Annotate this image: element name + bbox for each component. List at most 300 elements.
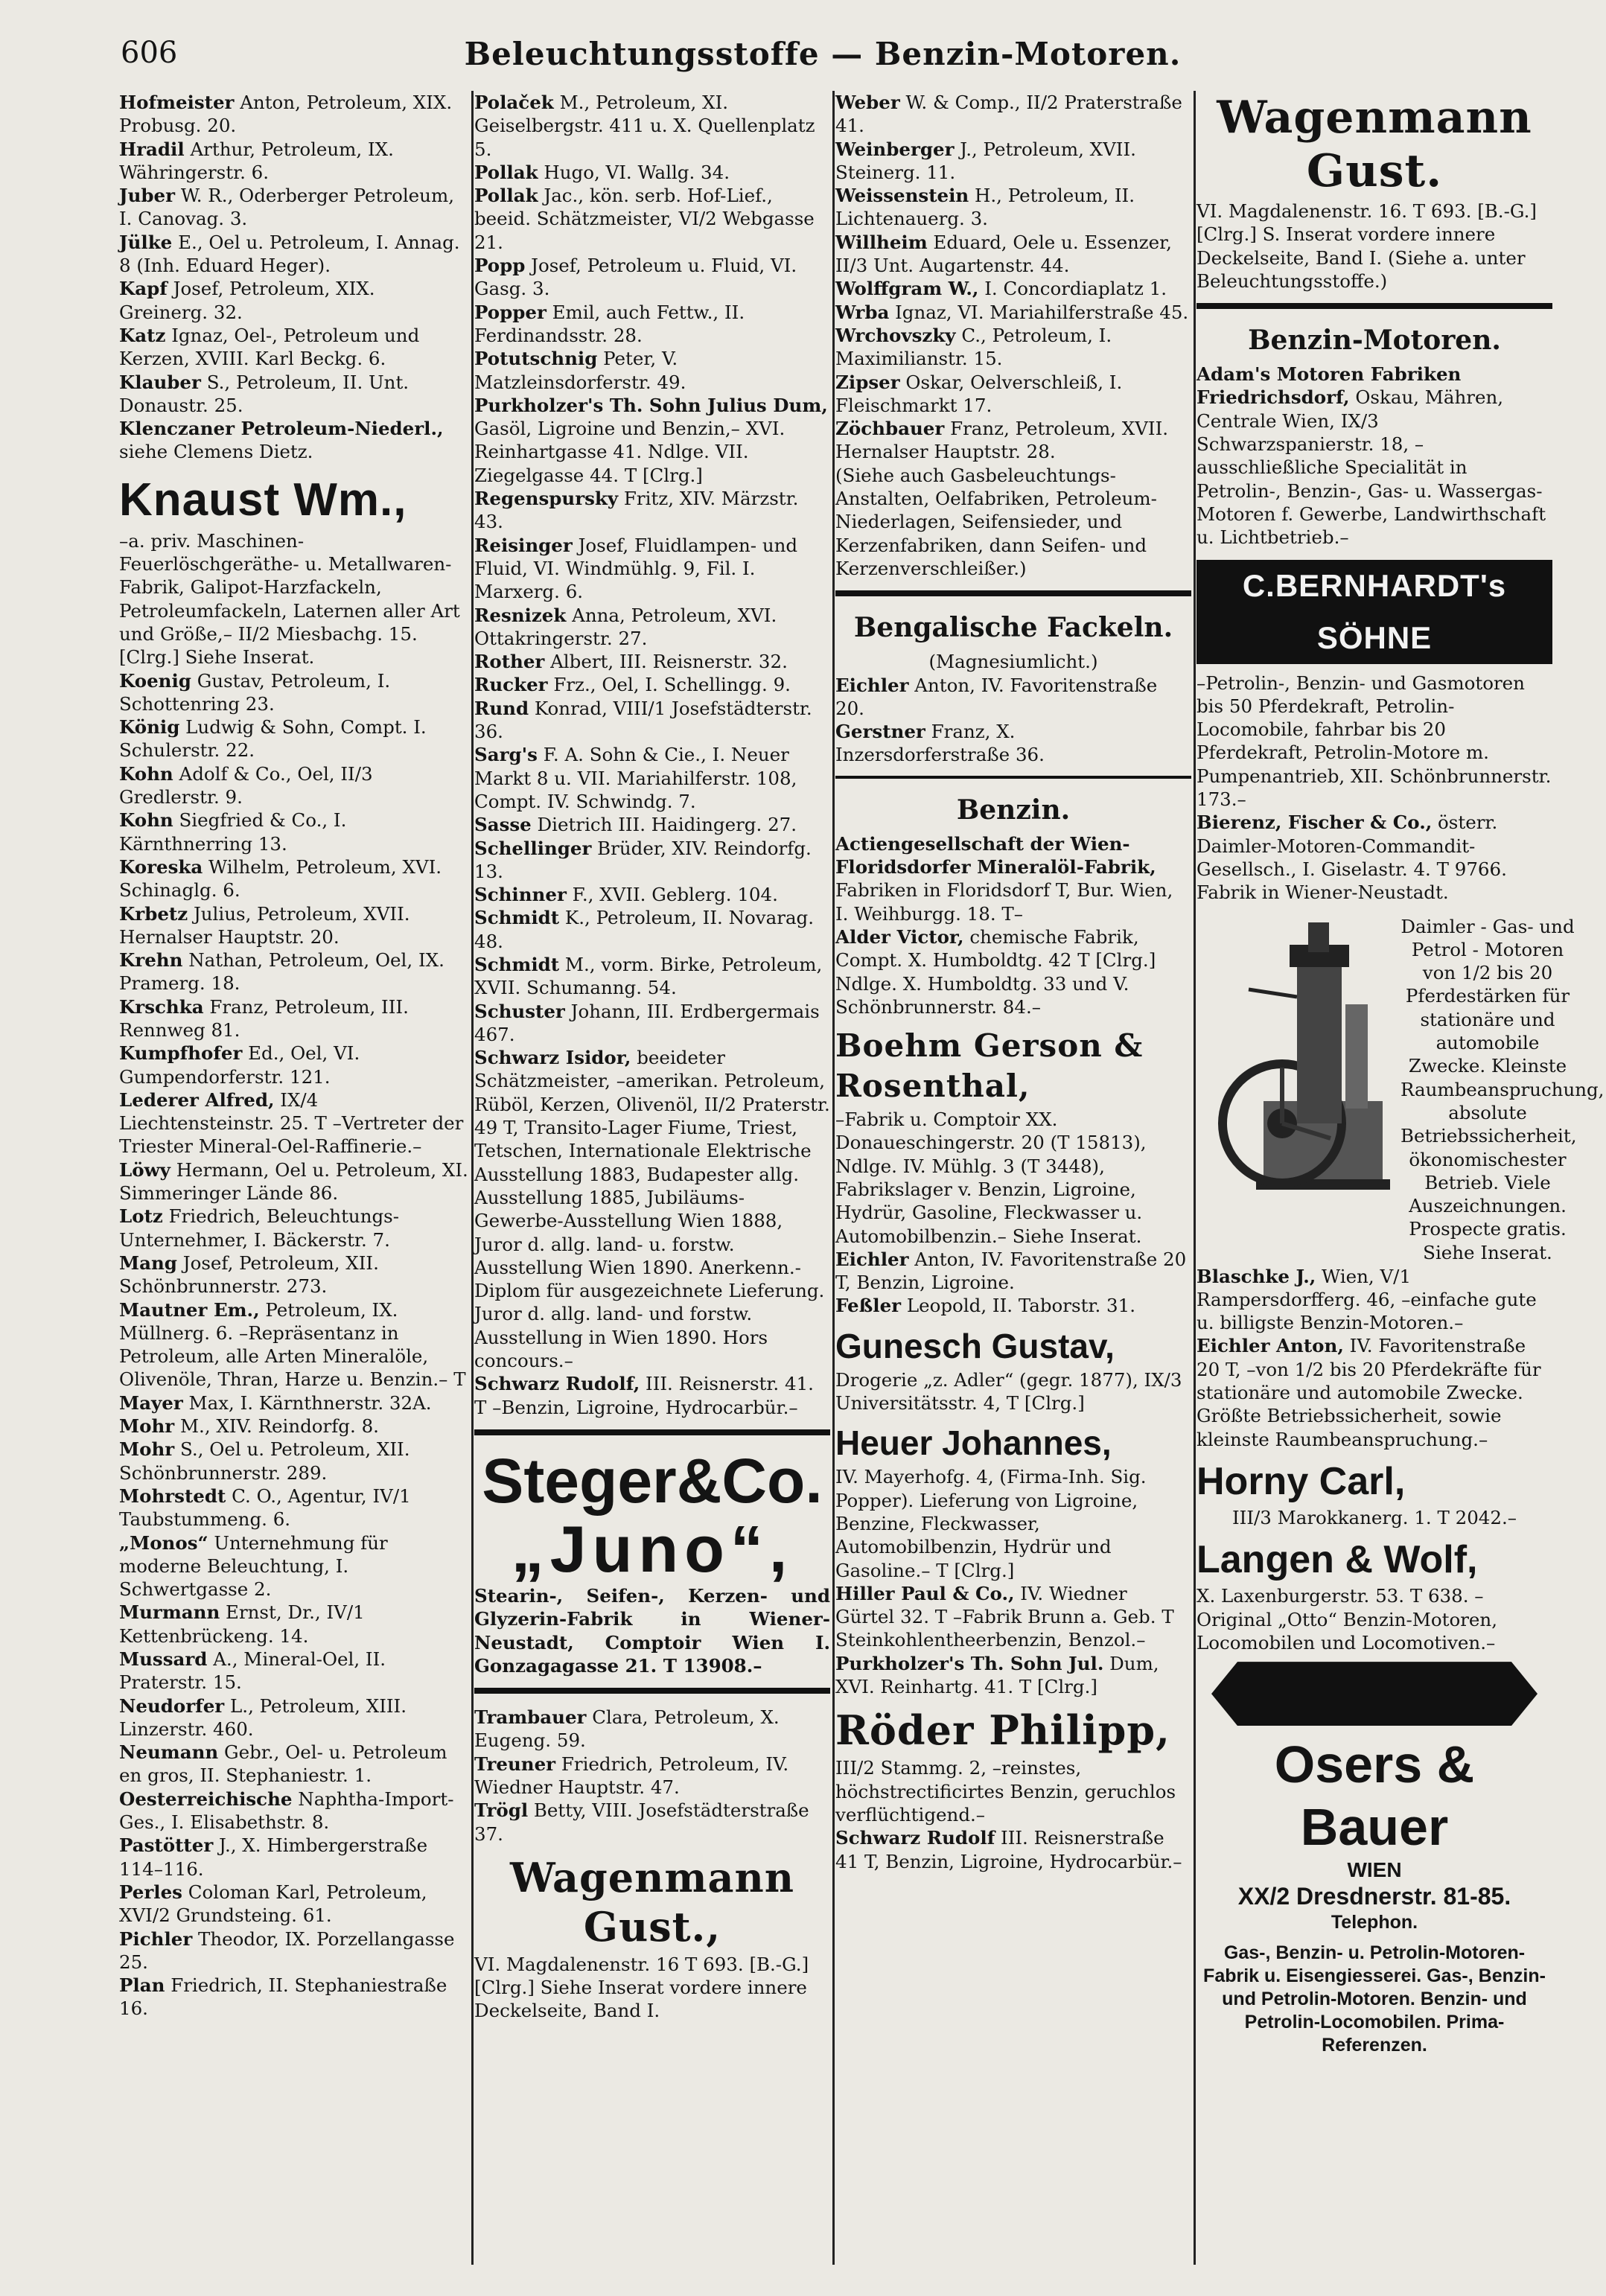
list-item bbox=[835, 925, 1191, 1018]
list-item bbox=[119, 91, 469, 138]
list-item bbox=[835, 1248, 1191, 1295]
entry-text: Wien, V/1 Rampersdorfferg. 46, –einfache gute u. billigste Benzin-Motoren.– bbox=[1196, 1265, 1537, 1334]
entry-text: Wilhelm, Petroleum, XVI. Schinaglg. 6. bbox=[119, 855, 442, 902]
entry-name: Hiller Paul & Co., bbox=[835, 1582, 1015, 1604]
list-item bbox=[474, 1753, 830, 1799]
list-item bbox=[119, 277, 469, 324]
column-divider bbox=[1194, 91, 1196, 2265]
entry-name: Perles bbox=[119, 1881, 182, 1903]
entry-name: Weissenstein bbox=[835, 185, 969, 207]
entry-text: IX/4 Liechtensteinstr. 25. T –Vertreter der Triester Mineral-Oel-Raffinerie.– bbox=[119, 1088, 464, 1158]
list-item bbox=[474, 673, 830, 696]
entry-name: Schmidt bbox=[474, 907, 560, 929]
column-3 bbox=[835, 91, 1191, 2272]
entry-name: Purkholzer's Th. Sohn Julius Dum, bbox=[474, 394, 828, 416]
entry-text: Ernst, Dr., IV/1 Kettenbrückeng. 14. bbox=[119, 1601, 365, 1647]
entry-text: F. A. Sohn & Cie., I. Neuer Markt 8 u. VII. Mariahilferstr. 108, Compt. IV. Schwindg. 7. bbox=[474, 744, 797, 812]
section-rule bbox=[474, 1429, 830, 1435]
boehm-text: –Fabrik u. Comptoir XX. Donaueschingerstr. 20 (T 15813), Ndlge. IV. Mühlg. 3 (T 3448), Fabrikslager v. Benzin, Ligroine, Hydrür, Gasoline, Fleckwasser u. Automobilbenzin.– Siehe Inserat. bbox=[835, 1109, 1147, 1247]
entry-text: Friedrich, Petroleum, IV. Wiedner Hauptstr. 47. bbox=[474, 1753, 789, 1798]
decorative-banner bbox=[1211, 1662, 1538, 1726]
entry-name: Trögl bbox=[474, 1799, 529, 1822]
list-item bbox=[835, 91, 1191, 138]
page-number: 606 bbox=[121, 36, 178, 70]
section-rule bbox=[1196, 303, 1552, 309]
entry-name: Mautner Em., bbox=[119, 1298, 260, 1321]
list-item bbox=[119, 138, 469, 185]
entry-name: Mohr bbox=[119, 1415, 175, 1438]
gunesch-text: Drogerie „z. Adler“ (gegr. 1877), IX/3 Universitätsstr. 4, T [Clrg.] bbox=[835, 1368, 1182, 1415]
list-item bbox=[119, 902, 469, 949]
bierenz-entry bbox=[1196, 811, 1552, 904]
list-item bbox=[474, 953, 830, 1000]
entry-text: C. O., Agentur, IV/1 Taubstummeng. 6. bbox=[119, 1485, 411, 1531]
entry-name: Pollak bbox=[474, 185, 538, 207]
list-item bbox=[474, 650, 830, 673]
heuer-text: IV. Mayerhofg. 4, (Firma-Inh. Sig. Popper). Lieferung von Ligroine, Benzine, Fleckwasser, Automobilbenzin, Hydrür und Gasoline.– T [Clrg.] bbox=[835, 1466, 1147, 1581]
entry-name: Purkholzer's Th. Sohn Jul. bbox=[835, 1652, 1104, 1674]
column-divider bbox=[471, 91, 474, 2265]
section-heading-motoren: Benzin-Motoren. bbox=[1248, 325, 1501, 357]
entry-text: L., Petroleum, XIII. Linzerstr. 460. bbox=[119, 1694, 407, 1740]
entry-name: Mang bbox=[119, 1251, 177, 1274]
entry-text: M., Petroleum, XI. Geiselbergstr. 411 u. X. Quellenplatz 5. bbox=[474, 92, 815, 160]
entry-text: Gasöl, Ligroine und Benzin,– XVI. Reinhartgasse 41. Ndlge. VII. Ziegelgasse 44. T [Clrg.] bbox=[474, 418, 786, 486]
entry-text: M., vorm. Birke, Petroleum, XVII. Schumanng. 54. bbox=[474, 953, 823, 999]
list-item bbox=[474, 161, 830, 184]
entry-name: Mayer bbox=[119, 1391, 183, 1414]
column-divider bbox=[832, 91, 835, 2265]
entry-name: Kapf bbox=[119, 278, 168, 300]
entry-name: Neumann bbox=[119, 1741, 219, 1764]
entry-text: Dum, XVI. Reinhartg. 41. T [Clrg.] bbox=[835, 1652, 1159, 1698]
entry-text: Franz, Petroleum, III. Rennweg 81. bbox=[119, 995, 409, 1041]
entry-text: österr. Daimler-Motoren-Commandit-Gesellsch., I. Giselastr. 4. T 9766. Fabrik in Wiener-Neustadt. bbox=[1196, 811, 1507, 904]
list-item bbox=[474, 1799, 830, 1846]
osers-city: WIEN bbox=[1347, 1858, 1402, 1882]
list-item bbox=[474, 91, 830, 161]
entry-text: Franz, X. Inzersdorferstraße 36. bbox=[835, 721, 1045, 766]
column-1 bbox=[119, 91, 469, 2272]
list-item bbox=[474, 604, 830, 651]
entry-name: Schwarz Rudolf, bbox=[474, 1373, 640, 1395]
entry-text: Unternehmung für moderne Beleuchtung, I. Schwertgasse 2. bbox=[119, 1531, 388, 1601]
entry-name: Trambauer bbox=[474, 1706, 587, 1729]
list-item bbox=[119, 184, 469, 231]
entry-name: Kohn bbox=[119, 762, 173, 785]
entry-text: Jac., kön. serb. Hof-Lief., beeid. Schätzmeister, VI/2 Webgasse 21. bbox=[474, 185, 815, 253]
list-item bbox=[1196, 1265, 1552, 1335]
entry-text: Oskau, Mähren, Centrale Wien, IX/3 Schwarzspanierstr. 18, –ausschließliche Specialität in Petrolin-, Benzin-, Gas- u. Wassergas-Motoren f. Gewerbe, Landwirthschaft u. Lichtbetrieb.– bbox=[1196, 386, 1546, 549]
list-item bbox=[119, 995, 469, 1042]
entry-list bbox=[835, 1248, 1191, 1318]
entry-name: Pichler bbox=[119, 1927, 193, 1950]
list-item bbox=[119, 1042, 469, 1088]
entry-text: Friedrich, II. Stephaniestraße 16. bbox=[119, 1974, 447, 2020]
entry-name: Eichler bbox=[835, 674, 909, 696]
list-item bbox=[119, 1788, 469, 1834]
entry-text: S., Petroleum, II. Unt. Donaustr. 25. bbox=[119, 371, 410, 416]
entry-text: Josef, Petroleum, XIX. Greinerg. 32. bbox=[119, 278, 375, 323]
entry-name: Wrba bbox=[835, 301, 890, 323]
entry-name: Krschka bbox=[119, 995, 204, 1018]
entry-text: Ed., Oel, VI. Gumpendorferstr. 121. bbox=[119, 1042, 360, 1088]
entry-name: Mohr bbox=[119, 1438, 175, 1461]
entry-text: K., Petroleum, II. Novarag. 48. bbox=[474, 907, 815, 952]
entry-name: Schellinger bbox=[474, 837, 592, 859]
list-item bbox=[119, 324, 469, 371]
entry-text: J., X. Himbergerstraße 114–116. bbox=[119, 1834, 428, 1880]
boehm-name: Boehm Gerson & Rosenthal, bbox=[835, 1027, 1144, 1105]
entry-name: Hradil bbox=[119, 138, 185, 160]
entry-text: H., Petroleum, II. Lichtenauerg. 3. bbox=[835, 185, 1135, 230]
entry-name: Schuster bbox=[474, 1000, 565, 1022]
entry-name: Schinner bbox=[474, 884, 567, 906]
entry-text: siehe Clemens Dietz. bbox=[119, 441, 313, 463]
list-item bbox=[835, 417, 1191, 464]
list-item bbox=[835, 371, 1191, 418]
entry-text: E., Oel u. Petroleum, I. Annag. 8 (Inh. Eduard Heger). bbox=[119, 231, 460, 277]
entry-name: Lotz bbox=[119, 1205, 163, 1228]
roeder-name: Röder Philipp, bbox=[835, 1706, 1170, 1755]
list-item bbox=[119, 1648, 469, 1694]
entry-text: S., Oel u. Petroleum, XII. Schönbrunnerstr. 289. bbox=[119, 1438, 410, 1484]
entry-text: Petroleum, IX. Müllnerg. 6. –Repräsentanz in Petroleum, alle Arten Mineralöle, Olivenöle, Thran, Harze u. Benzin.– T bbox=[119, 1298, 466, 1391]
list-item bbox=[474, 301, 830, 348]
list-item bbox=[474, 1706, 830, 1753]
list-item bbox=[119, 1251, 469, 1298]
entry-text: Oskar, Oelverschleiß, I. Fleischmarkt 17. bbox=[835, 371, 1123, 416]
steger-ad-body: Stearin-, Seifen-, Kerzen- und Glyzerin-Fabrik in Wiener-Neustadt, Comptoir Wien I. Gonzagagasse 21. T 13908.– bbox=[474, 1584, 830, 1677]
list-item bbox=[474, 813, 830, 836]
juno-logo: „Juno“, bbox=[511, 1511, 794, 1586]
entry-name: Pastötter bbox=[119, 1834, 214, 1857]
list-item bbox=[119, 1298, 469, 1391]
entry-name: Rother bbox=[474, 651, 545, 673]
entry-name: Koreska bbox=[119, 855, 203, 878]
entry-name: König bbox=[119, 716, 180, 739]
entry-name: „Monos“ bbox=[119, 1531, 208, 1554]
entry-text: A., Mineral-Oel, II. Praterstr. 15. bbox=[119, 1648, 386, 1694]
entry-text: Emil, auch Fettw., II. Ferdinandsstr. 28. bbox=[474, 301, 745, 346]
bernhardt-banner: C.BERNHARDT's SÖHNE bbox=[1196, 560, 1552, 664]
entry-text: Ludwig & Sohn, Compt. I. Schulerstr. 22. bbox=[119, 716, 427, 762]
heuer-name: Heuer Johannes, bbox=[835, 1423, 1112, 1463]
entry-text: –a. priv. Maschinen-Feuerlöschgeräthe- u. Metallwaren-Fabrik, Galipot-Harzfackeln, Petroleumfackeln, Laternen aller Art und Größe,– II/2 Miesbachg. 15. [Clrg.] Siehe Inserat. bbox=[119, 529, 460, 669]
entry-text: IV. Wiedner Gürtel 32. T –Fabrik Brunn a. Geb. T Steinkohlentheerbenzin, Benzol.– bbox=[835, 1582, 1174, 1651]
entry-name: Alder Victor, bbox=[835, 925, 964, 948]
list-item bbox=[474, 697, 830, 744]
list-item bbox=[835, 138, 1191, 185]
entry-name: Potutschnig bbox=[474, 348, 598, 370]
entry-name: Weinberger bbox=[835, 138, 955, 160]
entry-name: Zöchbauer bbox=[835, 418, 945, 440]
list-item bbox=[474, 347, 830, 394]
list-item bbox=[474, 1000, 830, 1047]
entry-text: J., Petroleum, XVII. Steinerg. 11. bbox=[835, 138, 1136, 183]
entry-name: Jülke bbox=[119, 231, 173, 253]
list-item bbox=[119, 1881, 469, 1927]
entry-text: Ignaz, VI. Mariahilferstraße 45. bbox=[889, 301, 1189, 323]
engine-icon bbox=[1219, 915, 1390, 1198]
section-heading-bengal: Bengalische Fackeln. bbox=[853, 612, 1173, 644]
entry-name: Sarg's bbox=[474, 744, 538, 766]
entry-text: W. & Comp., II/2 Praterstraße 41. bbox=[835, 92, 1182, 137]
list-item bbox=[119, 809, 469, 855]
entry-name: Wrchovszky bbox=[835, 324, 956, 346]
horny-name: Horny Carl, bbox=[1196, 1459, 1406, 1503]
list-item bbox=[474, 743, 830, 813]
entry-text: Brüder, XIV. Reindorfg. 13. bbox=[474, 837, 812, 882]
entry-name: Schwarz Isidor, bbox=[474, 1047, 631, 1069]
entry-list bbox=[835, 832, 1191, 1018]
page-header bbox=[112, 31, 1534, 83]
entry-text: C., Petroleum, I. Maximilianstr. 15. bbox=[835, 324, 1112, 370]
entry-text: Friedrich, Beleuchtungs-Unternehmer, I. Bäckerstr. 7. bbox=[119, 1205, 400, 1251]
entry-text: III. Reisnerstraße 41 T, Benzin, Ligroine, Hydrocarbür.– bbox=[835, 1827, 1182, 1872]
entry-text: Arthur, Petroleum, IX. Währingerstr. 6. bbox=[119, 138, 394, 183]
entry-name: Pollak bbox=[474, 161, 538, 183]
entry-name: Katz bbox=[119, 324, 166, 346]
list-item bbox=[474, 837, 830, 884]
list-item bbox=[835, 301, 1191, 324]
list-item bbox=[1196, 1334, 1552, 1450]
entry-name: Neudorfer bbox=[119, 1694, 225, 1717]
entry-name: Blaschke J., bbox=[1196, 1265, 1316, 1287]
entry-text: Gebr., Oel- u. Petroleum en gros, II. Stephaniestr. 1. bbox=[119, 1741, 447, 1787]
entry-text: I. Concordiaplatz 1. bbox=[978, 278, 1167, 300]
list-item bbox=[119, 1438, 469, 1485]
osers-logo: Osers & Bauer bbox=[1274, 1735, 1475, 1857]
entry-text: Hugo, VI. Wallg. 34. bbox=[538, 161, 730, 183]
list-item bbox=[119, 1741, 469, 1788]
list-item bbox=[119, 1694, 469, 1741]
wagenmann-text: VI. Magdalenenstr. 16. T 693. [B.-G.] [Clrg.] S. Inserat vordere innere Deckelseite, Band I. (Siehe a. unter Beleuchtungsstoffe.) bbox=[1196, 200, 1537, 292]
list-item bbox=[119, 371, 469, 418]
section-heading-benzin: Benzin. bbox=[956, 794, 1071, 826]
list-item bbox=[119, 1531, 469, 1601]
entry-name: Schwarz Rudolf bbox=[835, 1827, 995, 1849]
list-item bbox=[474, 254, 830, 301]
entry-name: Koenig bbox=[119, 669, 191, 692]
list-item bbox=[474, 534, 830, 604]
entry-name: Feßler bbox=[835, 1295, 902, 1317]
entry-text: Naphtha-Import-Ges., I. Elisabethstr. 8. bbox=[119, 1788, 454, 1834]
entry-text: Anna, Petroleum, XVI. Ottakringerstr. 27. bbox=[474, 604, 777, 649]
entry-list bbox=[835, 1826, 1191, 1873]
entry-name: Resnizek bbox=[474, 604, 567, 626]
entry-text: Theodor, IX. Porzellangasse 25. bbox=[119, 1927, 455, 1973]
entry-text: W. R., Oderberger Petroleum, I. Canovag. 3. bbox=[119, 185, 454, 230]
engine-text: Daimler - Gas- und Petrol - Motoren von 1/2 bis 20 Pferdestärken für stationäre und automobile Zwecke. Kleinste Raumbeanspruchung, absolute Betriebssicherheit, ökonomischester Betrieb. Viele Auszeichnungen. Prospecte gratis. Siehe Inserat. bbox=[1401, 915, 1605, 1263]
list-item bbox=[835, 1294, 1191, 1317]
gunesch-name: Gunesch Gustav, bbox=[835, 1326, 1115, 1365]
entry-name: Krehn bbox=[119, 949, 183, 972]
entry-text: Hermann, Oel u. Petroleum, XI. Simmeringer Lände 86. bbox=[119, 1158, 468, 1205]
entry-text: Clara, Petroleum, X. Eugeng. 59. bbox=[474, 1706, 780, 1752]
list-item bbox=[835, 231, 1191, 278]
steger-logo: Steger&Co. bbox=[482, 1445, 823, 1516]
entry-text: Anton, IV. Favoritenstraße 20 T, Benzin, Ligroine. bbox=[835, 1248, 1187, 1294]
list-item bbox=[835, 324, 1191, 371]
langen-text: X. Laxenburgerstr. 53. T 638. –Original „Otto“ Benzin-Motoren, Locomobilen und Locomotiven.– bbox=[1196, 1585, 1497, 1654]
entry-text: M., XIV. Reindorfg. 8. bbox=[174, 1415, 379, 1438]
list-item bbox=[119, 417, 469, 464]
entry-text: Fritz, XIV. Märzstr. 43. bbox=[474, 488, 799, 533]
list-item bbox=[835, 277, 1191, 300]
section-subheading: (Magnesiumlicht.) bbox=[928, 651, 1098, 673]
entry-name: Eichler bbox=[835, 1248, 909, 1270]
entry-text: Coloman Karl, Petroleum, XVI/2 Grundsteing. 61. bbox=[119, 1881, 427, 1927]
list-item bbox=[474, 906, 830, 953]
wagenmann-name: Wagenmann Gust., bbox=[510, 1853, 794, 1951]
entry-name: Willheim bbox=[835, 231, 928, 253]
entry-text: Gustav, Petroleum, I. Schottenring 23. bbox=[119, 669, 391, 715]
entry-name: Treuner bbox=[474, 1753, 556, 1775]
list-item bbox=[119, 1391, 469, 1415]
list-item bbox=[119, 1927, 469, 1974]
list-item bbox=[474, 1046, 830, 1372]
entry-text: Fabriken in Floridsdorf T, Bur. Wien, I. Weihburgg. 18. T– bbox=[835, 879, 1173, 925]
entry-text: Julius, Petroleum, XVII. Hernalser Hauptstr. 20. bbox=[119, 902, 410, 948]
list-item bbox=[119, 715, 469, 762]
list-item bbox=[119, 1601, 469, 1648]
entry-name: Gerstner bbox=[835, 721, 925, 743]
entry-name: Bierenz, Fischer & Co., bbox=[1196, 811, 1433, 834]
entry-text: beeideter Schätzmeister, –amerikan. Petroleum, Rüböl, Kerzen, Olivenöl, II/2 Praterstr. 49 T, Transito-Lager Fiume, Triest, Tetschen, Internationale Elektrische Ausstellung 1883, Budapester allg. Ausstellung 1885, Jubiläums-Gewerbe-Ausstellung Wien 1888, Juror d. allg. land- u. forstw. Ausstellung Wien 1890. Anerkenn.-Diplom für ausgezeichnete Lieferung. Juror d. allg. land- und forstw. Ausstellung in Wien 1890. Hors concours.– bbox=[474, 1047, 830, 1372]
osers-body: Gas-, Benzin- u. Petrolin-Motoren-Fabrik u. Eisengiesserei. Gas-, Benzin- und Petrolin-Motoren. Benzin- und Petrolin-Locomobilen. Prima-Referenzen. bbox=[1203, 1942, 1546, 2056]
section-rule bbox=[474, 1688, 830, 1694]
entry-list bbox=[119, 91, 469, 2021]
page-title: Beleuchtungsstoffe — Benzin-Motoren. bbox=[464, 36, 1182, 72]
engine-ad bbox=[1219, 915, 1605, 1263]
list-item bbox=[835, 720, 1191, 767]
wagenmann-text: VI. Magdalenenstr. 16 T 693. [B.-G.] [Clrg.] Siehe Inserat vordere innere Deckelseite, Band I. bbox=[474, 1953, 809, 2022]
entry-text: Ignaz, Oel-, Petroleum und Kerzen, XVIII. Karl Beckg. 6. bbox=[119, 324, 420, 370]
entry-name: Hofmeister bbox=[119, 92, 235, 113]
entry-text: Josef, Petroleum u. Fluid, VI. Gasg. 3. bbox=[474, 255, 797, 300]
entry-text: Eduard, Oele u. Essenzer, II/3 Unt. Augartenstr. 44. bbox=[835, 231, 1172, 277]
entry-name: Mussard bbox=[119, 1648, 208, 1670]
entry-text: Dietrich III. Haidingerg. 27. bbox=[531, 814, 797, 836]
entry-text: Anton, Petroleum, XIX. Probusg. 20. bbox=[119, 92, 453, 137]
list-item bbox=[474, 883, 830, 906]
entry-name: Sasse bbox=[474, 814, 532, 836]
entry-name: Mohrstedt bbox=[119, 1485, 226, 1507]
langen-name: Langen & Wolf, bbox=[1196, 1538, 1478, 1582]
entry-name: Löwy bbox=[119, 1158, 171, 1181]
entry-name: Rund bbox=[474, 697, 529, 719]
entry-text: Peter, V. Matzleinsdorferstr. 49. bbox=[474, 348, 686, 393]
roeder-text: III/2 Stammg. 2, –reinstes, höchstrectificirtes Benzin, geruchlos verflüchtigend.– bbox=[835, 1757, 1176, 1825]
entry-text: Anton, IV. Favoritenstraße 20. bbox=[835, 674, 1158, 719]
entry-text: F., XVII. Geblerg. 104. bbox=[566, 884, 778, 906]
entry-text: Josef, Petroleum, XII. Schönbrunnerstr. 273. bbox=[119, 1251, 379, 1298]
entry-list bbox=[474, 1706, 830, 1846]
entry-name: Kohn bbox=[119, 809, 173, 832]
section-rule bbox=[835, 776, 1191, 779]
list-item bbox=[119, 1974, 469, 2021]
list-item bbox=[474, 184, 830, 254]
entry-name: Popper bbox=[474, 301, 547, 323]
entry-text: Frz., Oel, I. Schellingg. 9. bbox=[547, 674, 791, 696]
entry-name: Klauber bbox=[119, 371, 201, 393]
entry-name: Actiengesellschaft der Wien-Floridsdorfer Mineralöl-Fabrik, bbox=[835, 832, 1156, 878]
entry-name: Wolffgram W., bbox=[835, 278, 979, 300]
list-item bbox=[835, 832, 1191, 925]
list-item bbox=[835, 184, 1191, 231]
list-item bbox=[835, 674, 1191, 721]
entry-text: III. Reisnerstr. 41. T –Benzin, Ligroine, Hydrocarbür.– bbox=[474, 1373, 814, 1418]
entry-text: Nathan, Petroleum, Oel, IX. Pramerg. 18. bbox=[119, 949, 444, 995]
entry-text: Konrad, VIII/1 Josefstädterstr. 36. bbox=[474, 697, 812, 743]
entry-list bbox=[474, 91, 830, 1419]
list-item bbox=[119, 1485, 469, 1531]
entry-list bbox=[835, 91, 1191, 464]
entry-text: IV. Favoritenstraße 20 T, –von 1/2 bis 20 Pferdekräfte für stationäre und automobile Zwecke. Größte Betriebssicherheit, sowie kleinste Raumbeanspruchung.– bbox=[1196, 1335, 1541, 1450]
entry-name: Rucker bbox=[474, 674, 548, 696]
entry-text: Siegfried & Co., I. Kärnthnerring 13. bbox=[119, 809, 347, 855]
list-item bbox=[119, 1415, 469, 1438]
entry-name: Popp bbox=[474, 255, 526, 277]
entry-text: Johann, III. Erdbergermais 467. bbox=[474, 1000, 820, 1045]
entry-name: Juber bbox=[119, 185, 176, 207]
entry-name: Schmidt bbox=[474, 953, 560, 975]
list-item bbox=[119, 474, 469, 669]
list-item bbox=[119, 1834, 469, 1881]
entry-text: Adolf & Co., Oel, II/3 Gredlerstr. 9. bbox=[119, 762, 373, 809]
entry-name: Adam's Motoren Fabriken Friedrichsdorf, bbox=[1196, 363, 1462, 409]
osers-address: XX/2 Dresdnerstr. 81-85. bbox=[1237, 1883, 1511, 1910]
entry-name: Polaček bbox=[474, 92, 554, 113]
osers-phone: Telephon. bbox=[1331, 1912, 1418, 1933]
list-item bbox=[474, 487, 830, 534]
entry-text: Betty, VIII. Josefstädterstraße 37. bbox=[474, 1799, 809, 1845]
list-item bbox=[835, 1582, 1191, 1652]
entry-list bbox=[835, 674, 1191, 767]
entry-name: Regenspursky bbox=[474, 488, 619, 510]
adam-entry bbox=[1196, 363, 1552, 549]
entry-text: Josef, Fluidlampen- und Fluid, VI. Windmühlg. 9, Fil. I. Marxerg. 6. bbox=[474, 534, 798, 603]
entry-list bbox=[835, 1582, 1191, 1698]
entry-name: Reisinger bbox=[474, 534, 573, 556]
entry-text: Franz, Petroleum, XVII. Hernalser Hauptstr. 28. bbox=[835, 418, 1169, 463]
entry-name: Weber bbox=[835, 92, 900, 113]
list-item bbox=[119, 855, 469, 902]
entry-name: Eichler Anton, bbox=[1196, 1335, 1344, 1357]
entry-text: chemische Fabrik, Compt. X. Humboldtg. 42 T [Clrg.] Ndlge. X. Humboldtg. 33 und V. Schönbrunnerstr. 84.– bbox=[835, 925, 1156, 1018]
wagenmann-name: Wagenmann Gust. bbox=[1217, 92, 1532, 197]
list-item bbox=[474, 1372, 830, 1419]
column-2 bbox=[474, 91, 830, 2272]
entry-name: Murmann bbox=[119, 1601, 220, 1624]
entry-name: Zipser bbox=[835, 371, 900, 393]
entry-name: Knaust Wm., bbox=[119, 473, 407, 526]
entry-name: Krbetz bbox=[119, 902, 188, 925]
entry-name: Oesterreichische bbox=[119, 1788, 293, 1810]
entry-text: Albert, III. Reisnerstr. 32. bbox=[544, 651, 788, 673]
list-item bbox=[119, 762, 469, 809]
section-rule bbox=[835, 590, 1191, 596]
column-4 bbox=[1196, 91, 1605, 2272]
entry-name: Klenczaner Petroleum-Niederl., bbox=[119, 418, 444, 440]
see-also-note: (Siehe auch Gasbeleuchtungs-Anstalten, Oelfabriken, Petroleum-Niederlagen, Seifensieder, und Kerzenfabriken, dann Seifen- und Kerzenverschleißer.) bbox=[835, 464, 1157, 579]
list-item bbox=[119, 948, 469, 995]
list-item bbox=[474, 394, 830, 487]
entry-text: Leopold, II. Taborstr. 31. bbox=[901, 1295, 1135, 1317]
list-item bbox=[835, 1826, 1191, 1873]
list-item bbox=[119, 1158, 469, 1205]
